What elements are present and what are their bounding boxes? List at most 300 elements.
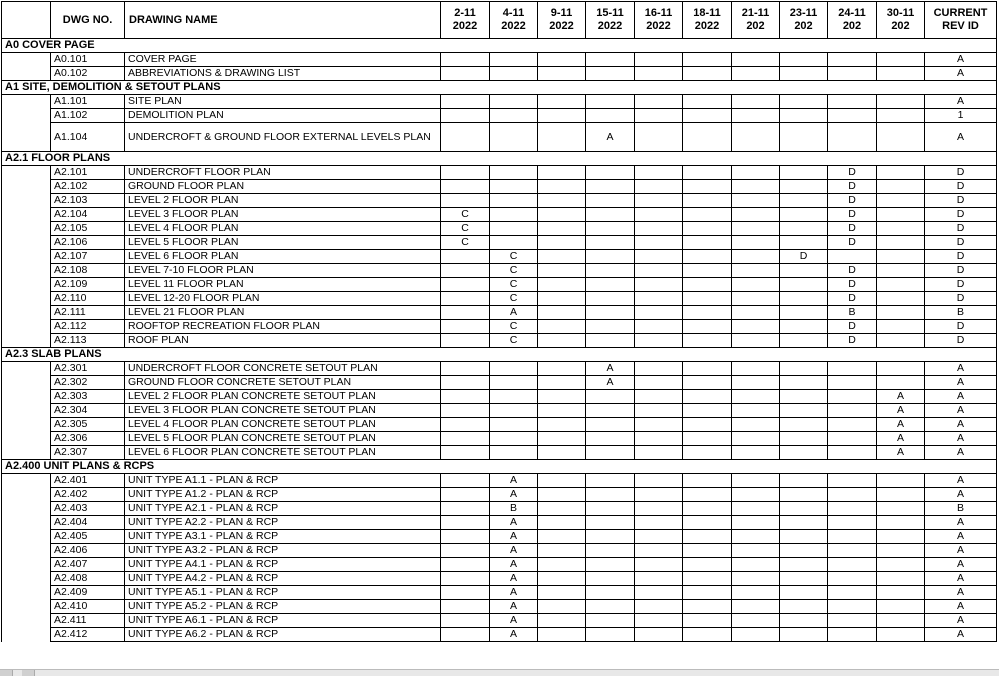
- revision-cell: [538, 418, 586, 432]
- revision-cell: [635, 474, 683, 488]
- revision-cell: [586, 558, 635, 572]
- revision-cell: [780, 488, 828, 502]
- revision-cell: [538, 376, 586, 390]
- revision-cell: [683, 488, 732, 502]
- drawing-name-cell: LEVEL 12-20 FLOOR PLAN: [125, 292, 441, 306]
- dwg-no-cell: A2.410: [51, 600, 125, 614]
- revision-cell: [683, 544, 732, 558]
- revision-cell: [441, 264, 490, 278]
- revision-cell: A: [490, 516, 538, 530]
- current-rev-cell: A: [925, 67, 997, 81]
- dwg-no-cell: A2.110: [51, 292, 125, 306]
- revision-cell: [635, 194, 683, 208]
- revision-cell: [732, 544, 780, 558]
- dwg-no-cell: A2.407: [51, 558, 125, 572]
- indent-cell: [2, 404, 51, 418]
- drawing-name-cell: LEVEL 6 FLOOR PLAN: [125, 250, 441, 264]
- table-row: [2, 530, 997, 544]
- revision-cell: [877, 53, 925, 67]
- indent-cell: [2, 278, 51, 292]
- revision-cell: [732, 558, 780, 572]
- current-rev-cell: A: [925, 586, 997, 600]
- section-row: [2, 460, 997, 474]
- dwg-no-cell: A2.106: [51, 236, 125, 250]
- drawing-name-cell: LEVEL 2 FLOOR PLAN CONCRETE SETOUT PLAN: [125, 390, 441, 404]
- dwg-no-cell: A1.104: [51, 123, 125, 152]
- horizontal-scrollbar[interactable]: [0, 669, 999, 676]
- indent-cell: [2, 320, 51, 334]
- revision-cell: [586, 418, 635, 432]
- current-rev-cell: A: [925, 376, 997, 390]
- revision-cell: [441, 516, 490, 530]
- current-rev-cell: D: [925, 166, 997, 180]
- revision-cell: [732, 474, 780, 488]
- revision-cell: [635, 586, 683, 600]
- current-rev-cell: D: [925, 320, 997, 334]
- revision-cell: [586, 572, 635, 586]
- revision-cell: [441, 123, 490, 152]
- indent-cell: [2, 264, 51, 278]
- revision-cell: [490, 95, 538, 109]
- revision-cell: [635, 628, 683, 642]
- current-rev-cell: B: [925, 502, 997, 516]
- revision-cell: [538, 306, 586, 320]
- revision-cell: [732, 572, 780, 586]
- revision-cell: [877, 250, 925, 264]
- drawing-name-cell: UNIT TYPE A4.2 - PLAN & RCP: [125, 572, 441, 586]
- revision-cell: A: [877, 390, 925, 404]
- revision-cell: [586, 208, 635, 222]
- revision-cell: [538, 628, 586, 642]
- revision-cell: [586, 614, 635, 628]
- current-rev-cell: D: [925, 180, 997, 194]
- revision-cell: [586, 334, 635, 348]
- table-row: [2, 292, 997, 306]
- revision-cell: [877, 502, 925, 516]
- revision-cell: [538, 95, 586, 109]
- revision-cell: [732, 166, 780, 180]
- indent-cell: [2, 418, 51, 432]
- indent-cell: [2, 334, 51, 348]
- current-rev-cell: D: [925, 236, 997, 250]
- revision-cell: C: [441, 236, 490, 250]
- revision-cell: [635, 278, 683, 292]
- revision-cell: [586, 306, 635, 320]
- revision-cell: [635, 334, 683, 348]
- date-header: 16-11 2022: [635, 2, 683, 39]
- revision-cell: [732, 418, 780, 432]
- revision-cell: [441, 446, 490, 460]
- revision-cell: [441, 614, 490, 628]
- revision-cell: [732, 278, 780, 292]
- revision-cell: [538, 67, 586, 81]
- current-rev-cell: A: [925, 628, 997, 642]
- revision-cell: [635, 558, 683, 572]
- revision-cell: [877, 222, 925, 236]
- revision-cell: [538, 362, 586, 376]
- revision-cell: [877, 474, 925, 488]
- revision-cell: [683, 502, 732, 516]
- revision-cell: [635, 166, 683, 180]
- revision-cell: [586, 222, 635, 236]
- revision-cell: [780, 194, 828, 208]
- revision-cell: [586, 320, 635, 334]
- table-row: [2, 334, 997, 348]
- table-row: [2, 404, 997, 418]
- revision-cell: [877, 95, 925, 109]
- dwg-no-cell: A2.109: [51, 278, 125, 292]
- drawing-name-cell: UNIT TYPE A6.1 - PLAN & RCP: [125, 614, 441, 628]
- revision-cell: [828, 446, 877, 460]
- revision-cell: [441, 544, 490, 558]
- indent-cell: [2, 488, 51, 502]
- revision-cell: [490, 166, 538, 180]
- dwg-no-cell: A2.409: [51, 586, 125, 600]
- revision-cell: [780, 614, 828, 628]
- revision-cell: A: [877, 404, 925, 418]
- revision-cell: [683, 236, 732, 250]
- current-rev-cell: A: [925, 530, 997, 544]
- revision-cell: [828, 95, 877, 109]
- revision-cell: [877, 67, 925, 81]
- revision-cell: [877, 334, 925, 348]
- revision-cell: [538, 180, 586, 194]
- revision-cell: D: [828, 264, 877, 278]
- revision-cell: [635, 502, 683, 516]
- revision-cell: [441, 180, 490, 194]
- revision-cell: [683, 180, 732, 194]
- revision-cell: [683, 109, 732, 123]
- revision-cell: [441, 306, 490, 320]
- revision-cell: [635, 123, 683, 152]
- revision-cell: [732, 123, 780, 152]
- revision-cell: [877, 530, 925, 544]
- table-row: [2, 320, 997, 334]
- revision-cell: [490, 446, 538, 460]
- drawing-name-cell: LEVEL 5 FLOOR PLAN: [125, 236, 441, 250]
- dwg-no-cell: A1.102: [51, 109, 125, 123]
- revision-cell: [683, 600, 732, 614]
- revision-cell: [877, 362, 925, 376]
- drawing-name-cell: UNDERCROFT & GROUND FLOOR EXTERNAL LEVELS PLAN: [125, 123, 441, 152]
- revision-cell: [732, 404, 780, 418]
- revision-cell: [538, 222, 586, 236]
- scroll-left-button[interactable]: [0, 670, 13, 676]
- revision-cell: [635, 404, 683, 418]
- table-row: [2, 432, 997, 446]
- revision-cell: [635, 306, 683, 320]
- revision-cell: C: [490, 334, 538, 348]
- current-rev-header: CURRENT REV ID: [925, 2, 997, 39]
- dwg-no-cell: A2.108: [51, 264, 125, 278]
- revision-cell: [586, 194, 635, 208]
- drawing-name-cell: ROOF PLAN: [125, 334, 441, 348]
- table-row: [2, 628, 997, 642]
- dwg-no-cell: A2.105: [51, 222, 125, 236]
- revision-cell: A: [490, 474, 538, 488]
- revision-cell: [780, 390, 828, 404]
- revision-cell: D: [780, 250, 828, 264]
- revision-cell: [683, 306, 732, 320]
- revision-cell: [780, 320, 828, 334]
- revision-cell: [490, 376, 538, 390]
- dwg-no-cell: A2.403: [51, 502, 125, 516]
- revision-cell: [635, 544, 683, 558]
- revision-cell: [683, 628, 732, 642]
- revision-cell: [538, 572, 586, 586]
- revision-cell: [490, 404, 538, 418]
- revision-cell: [732, 109, 780, 123]
- indent-cell: [2, 432, 51, 446]
- revision-cell: [538, 109, 586, 123]
- dwg-no-cell: A1.101: [51, 95, 125, 109]
- revision-cell: [441, 166, 490, 180]
- blank-header: [2, 2, 51, 39]
- current-rev-cell: D: [925, 278, 997, 292]
- table-row: [2, 516, 997, 530]
- revision-cell: [441, 109, 490, 123]
- section-row: [2, 81, 997, 95]
- revision-cell: [780, 502, 828, 516]
- revision-cell: [490, 362, 538, 376]
- revision-cell: [635, 250, 683, 264]
- revision-cell: [635, 67, 683, 81]
- revision-cell: D: [828, 194, 877, 208]
- drawing-name-cell: UNIT TYPE A2.1 - PLAN & RCP: [125, 502, 441, 516]
- revision-cell: [732, 334, 780, 348]
- revision-cell: [441, 53, 490, 67]
- revision-cell: [538, 292, 586, 306]
- revision-cell: [828, 586, 877, 600]
- indent-cell: [2, 614, 51, 628]
- revision-cell: [586, 166, 635, 180]
- revision-cell: [490, 123, 538, 152]
- revision-cell: [828, 390, 877, 404]
- revision-cell: [683, 418, 732, 432]
- revision-cell: [538, 516, 586, 530]
- revision-cell: [683, 572, 732, 586]
- revision-cell: [828, 516, 877, 530]
- revision-cell: [877, 586, 925, 600]
- indent-cell: [2, 53, 51, 67]
- drawing-name-cell: GROUND FLOOR PLAN: [125, 180, 441, 194]
- revision-cell: [441, 334, 490, 348]
- dwg-no-cell: A2.411: [51, 614, 125, 628]
- revision-cell: [538, 544, 586, 558]
- revision-cell: [780, 474, 828, 488]
- revision-cell: D: [828, 180, 877, 194]
- revision-cell: [732, 432, 780, 446]
- revision-cell: [683, 292, 732, 306]
- revision-cell: [732, 306, 780, 320]
- indent-cell: [2, 516, 51, 530]
- revision-cell: [828, 544, 877, 558]
- indent-cell: [2, 222, 51, 236]
- drawing-name-cell: UNIT TYPE A6.2 - PLAN & RCP: [125, 628, 441, 642]
- section-row: [2, 39, 997, 53]
- drawing-name-cell: LEVEL 21 FLOOR PLAN: [125, 306, 441, 320]
- table-row: [2, 278, 997, 292]
- revision-cell: A: [490, 572, 538, 586]
- revision-cell: [538, 320, 586, 334]
- revision-cell: [828, 474, 877, 488]
- scroll-thumb[interactable]: [22, 670, 35, 676]
- revision-cell: [441, 376, 490, 390]
- revision-cell: [828, 53, 877, 67]
- revision-cell: [441, 418, 490, 432]
- revision-cell: [635, 320, 683, 334]
- date-header: 9-11 2022: [538, 2, 586, 39]
- dwg-no-cell: A2.412: [51, 628, 125, 642]
- revision-cell: [683, 222, 732, 236]
- revision-cell: [441, 502, 490, 516]
- revision-cell: [490, 53, 538, 67]
- revision-cell: [780, 516, 828, 530]
- current-rev-cell: A: [925, 446, 997, 460]
- revision-cell: [828, 614, 877, 628]
- revision-cell: [877, 516, 925, 530]
- current-rev-cell: D: [925, 264, 997, 278]
- table-row: [2, 109, 997, 123]
- revision-cell: [538, 334, 586, 348]
- indent-cell: [2, 306, 51, 320]
- revision-cell: [877, 376, 925, 390]
- drawing-name-cell: LEVEL 2 FLOOR PLAN: [125, 194, 441, 208]
- revision-cell: [441, 67, 490, 81]
- revision-cell: [635, 292, 683, 306]
- current-rev-cell: A: [925, 404, 997, 418]
- revision-cell: [683, 320, 732, 334]
- table-row: [2, 250, 997, 264]
- revision-cell: [732, 208, 780, 222]
- revision-cell: [780, 376, 828, 390]
- revision-cell: [828, 628, 877, 642]
- revision-cell: [586, 628, 635, 642]
- indent-cell: [2, 628, 51, 642]
- revision-cell: [780, 404, 828, 418]
- indent-cell: [2, 95, 51, 109]
- table-row: [2, 180, 997, 194]
- indent-cell: [2, 572, 51, 586]
- revision-cell: [780, 446, 828, 460]
- revision-cell: D: [828, 236, 877, 250]
- revision-cell: C: [490, 250, 538, 264]
- revision-cell: [780, 572, 828, 586]
- revision-cell: [586, 544, 635, 558]
- dwg-no-cell: A2.113: [51, 334, 125, 348]
- table-row: [2, 166, 997, 180]
- date-header: 30-11 202: [877, 2, 925, 39]
- revision-cell: [683, 376, 732, 390]
- table-row: [2, 390, 997, 404]
- revision-cell: [732, 376, 780, 390]
- revision-cell: [586, 474, 635, 488]
- revision-cell: [828, 530, 877, 544]
- revision-cell: A: [490, 614, 538, 628]
- revision-cell: [441, 558, 490, 572]
- revision-cell: [683, 95, 732, 109]
- revision-cell: [877, 208, 925, 222]
- revision-cell: [635, 390, 683, 404]
- revision-cell: [538, 530, 586, 544]
- revision-cell: [538, 53, 586, 67]
- current-rev-cell: D: [925, 194, 997, 208]
- section-row: [2, 152, 997, 166]
- revision-cell: [828, 109, 877, 123]
- dwg-no-cell: A2.408: [51, 572, 125, 586]
- indent-cell: [2, 109, 51, 123]
- revision-cell: [877, 544, 925, 558]
- revision-cell: [586, 586, 635, 600]
- revision-cell: [780, 180, 828, 194]
- revision-cell: [732, 502, 780, 516]
- indent-cell: [2, 474, 51, 488]
- drawing-name-cell: LEVEL 6 FLOOR PLAN CONCRETE SETOUT PLAN: [125, 446, 441, 460]
- section-title: A2.1 FLOOR PLANS: [2, 152, 997, 166]
- revision-cell: D: [828, 166, 877, 180]
- revision-cell: A: [490, 530, 538, 544]
- revision-cell: [780, 123, 828, 152]
- revision-cell: A: [586, 376, 635, 390]
- table-row: [2, 194, 997, 208]
- revision-cell: [732, 516, 780, 530]
- revision-cell: [490, 390, 538, 404]
- table-row: [2, 95, 997, 109]
- revision-cell: [732, 67, 780, 81]
- dwg-no-cell: A0.101: [51, 53, 125, 67]
- revision-cell: [538, 278, 586, 292]
- revision-cell: [635, 488, 683, 502]
- table-row: [2, 362, 997, 376]
- revision-cell: [586, 278, 635, 292]
- revision-cell: [732, 180, 780, 194]
- revision-cell: [586, 488, 635, 502]
- revision-cell: [780, 264, 828, 278]
- table-row: [2, 264, 997, 278]
- revision-cell: [586, 292, 635, 306]
- indent-cell: [2, 586, 51, 600]
- revision-cell: [683, 194, 732, 208]
- drawing-name-cell: UNIT TYPE A1.1 - PLAN & RCP: [125, 474, 441, 488]
- revision-cell: [732, 390, 780, 404]
- revision-cell: [586, 502, 635, 516]
- indent-cell: [2, 250, 51, 264]
- current-rev-cell: D: [925, 222, 997, 236]
- date-header: 23-11 202: [780, 2, 828, 39]
- indent-cell: [2, 67, 51, 81]
- revision-cell: [780, 530, 828, 544]
- revision-cell: A: [490, 306, 538, 320]
- revision-cell: [441, 628, 490, 642]
- revision-cell: [780, 166, 828, 180]
- revision-cell: [635, 516, 683, 530]
- revision-cell: D: [828, 208, 877, 222]
- revision-cell: [732, 250, 780, 264]
- date-header: 4-11 2022: [490, 2, 538, 39]
- revision-cell: [683, 362, 732, 376]
- revision-cell: [441, 404, 490, 418]
- revision-cell: [732, 264, 780, 278]
- indent-cell: [2, 376, 51, 390]
- revision-cell: [586, 180, 635, 194]
- current-rev-cell: B: [925, 306, 997, 320]
- revision-cell: [683, 614, 732, 628]
- revision-cell: [538, 404, 586, 418]
- revision-cell: A: [877, 446, 925, 460]
- revision-cell: [490, 208, 538, 222]
- revision-cell: [877, 278, 925, 292]
- drawing-name-cell: GROUND FLOOR CONCRETE SETOUT PLAN: [125, 376, 441, 390]
